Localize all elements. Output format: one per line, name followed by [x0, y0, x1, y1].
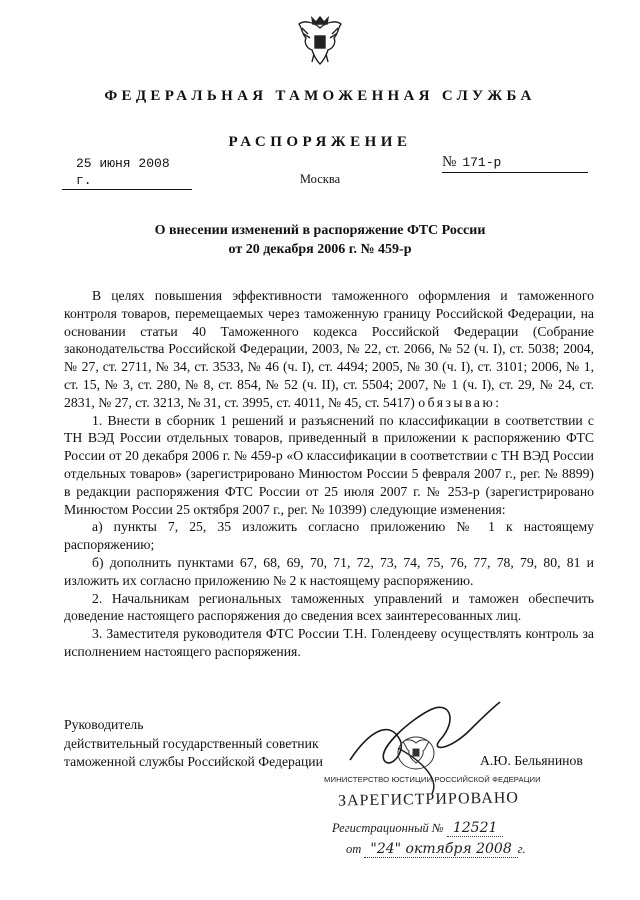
- document-date: 25 июня 2008 г.: [62, 155, 192, 190]
- signatory-rank-2: таможенной службы Российской Федерации: [64, 754, 323, 769]
- stamp-reg-number-line: [332, 820, 503, 837]
- stamp-date-prefix: от: [346, 842, 362, 856]
- paragraph-item-1: 1. Внести в сборник 1 решений и разъяснений по классификации в соответствии с ТН ВЭД России отдельных товаров, приведенный в приложении к распоряжению ФТС России от 20 декабря 2006 г. № 459-р «О классификации в соответствии с ТН ВЭД России отдельных товаров» (зарегистрировано Минюстом России 5 февраля 2007 г., рег. № 8899) в редакции распоряжения ФТС России от 25 июля 2007 г. № 253-р (зарегистрировано Минюстом России 25 октября 2007 г., рег. № 10399) следующие изменения:: [64, 412, 594, 517]
- signatory-rank-1: действительный государственный советник: [64, 735, 319, 751]
- stamp-ministry: МИНИСТЕРСТВО ЮСТИЦИИ РОССИЙСКОЙ ФЕДЕРАЦИИ: [324, 775, 541, 784]
- number-value: 171-р: [462, 155, 502, 170]
- preamble-text: В целях повышения эффективности таможенного оформления и таможенного контроля товаров, перемещаемых через таможенную границу Российской Федерации, на основании статьи 40 Таможенного кодекса Российской Федерации (Собрание законодательства Российской Федерации, 2003, № 22, ст. 2066, № 52 (ч. I), ст. 5038; 2004, № 27, ст. 2711, № 34, ст. 3533, № 46 (ч. I), ст. 4494; 2005, № 30 (ч. I), ст. 3101; 2006, № 1, ст. 15, № 3, ст. 280, № 8, ст. 854, № 52 (ч. II), ст. 5504; 2007, № 1 (ч. I), ст. 29, № 24, ст. 2831, № 27, ст. 3213, № 31, ст. 3995, ст. 4011, № 45, ст. 5417): [64, 288, 594, 410]
- eagle-seal-icon: [396, 735, 436, 771]
- preamble-oblige: обязываю:: [418, 394, 502, 410]
- paragraph-item-2: 2. Начальникам региональных таможенных управлений и таможен обеспечить доведение настоящего распоряжения до сведения всех заинтересованных лиц.: [64, 590, 594, 624]
- document-body: [64, 287, 594, 661]
- document-number: [442, 152, 588, 173]
- agency-name: ФЕДЕРАЛЬНАЯ ТАМОЖЕННАЯ СЛУЖБА: [104, 88, 536, 104]
- stamp-registered: ЗАРЕГИСТРИРОВАНО: [337, 789, 520, 810]
- document-type: РАСПОРЯЖЕНИЕ: [228, 134, 412, 150]
- paragraph-item-3: 3. Заместителя руководителя ФТС России Т.Н. Голендееву осуществлять контроль за исполнением настоящего распоряжения.: [64, 626, 594, 659]
- coat-of-arms-emblem: [296, 14, 344, 70]
- paragraph-item-1a: а) пункты 7, 25, 35 изложить согласно приложению № 1 к настоящему распоряжению;: [64, 519, 594, 553]
- stamp-date-value: "24" октября 2008: [364, 841, 517, 858]
- stamp-reg-label: Регистрационный №: [332, 821, 444, 835]
- paragraph-item-1b: б) дополнить пунктами 67, 68, 69, 70, 71, 72, 73, 74, 75, 76, 77, 78, 79, 80, 81 и изложить их согласно приложению № 2 к настоящему распоряжению.: [64, 554, 594, 588]
- signatory-name: А.Ю. Бельянинов: [480, 753, 583, 768]
- title-line-2: от 20 декабря 2006 г. № 459-р: [228, 242, 412, 257]
- title-line-1: О внесении изменений в распоряжение ФТС России: [154, 223, 486, 238]
- paragraph-preamble: [64, 287, 594, 412]
- stamp-reg-number: 12521: [447, 820, 504, 837]
- number-sign: №: [442, 154, 457, 170]
- stamp-date-suffix: г.: [517, 842, 526, 856]
- stamp-date-line: [346, 841, 526, 858]
- document-city: Москва: [299, 172, 341, 186]
- document-title: [0, 221, 640, 259]
- signatory-position: Руководитель: [64, 717, 144, 732]
